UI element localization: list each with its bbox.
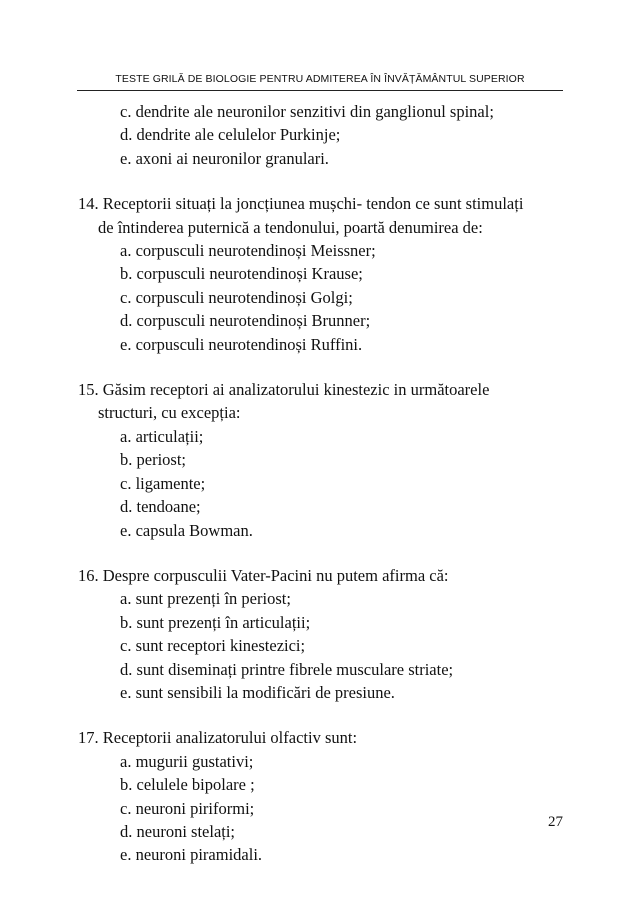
page-number: 27 (548, 814, 563, 830)
question-15 (0, 378, 638, 542)
option-line: a. sunt prezenți în periost; (120, 589, 291, 609)
option-line: e. axoni ai neuronilor granulari. (120, 148, 329, 168)
spacer (0, 704, 638, 726)
option-line: e. neuroni piramidali. (120, 845, 263, 865)
running-header: TESTE GRILĂ DE BIOLOGIE PENTRU ADMITEREA ÎN ÎNVĂȚĂMÂNTUL SUPERIOR (115, 73, 525, 85)
option-line: d. sunt diseminați printre fibrele musculare striate; (120, 659, 454, 679)
option-line: b. corpusculi neurotendinoși Krause; (120, 264, 363, 284)
question-stem: 14. Receptorii situați la joncțiunea mușchi- tendon ce sunt stimulați (78, 194, 524, 214)
option-line: c. corpusculi neurotendinoși Golgi; (120, 287, 353, 307)
question-stem: 17. Receptorii analizatorului olfactiv sunt: (78, 728, 358, 748)
option-line: c. ligamente; (120, 473, 206, 493)
spacer (0, 170, 638, 192)
option-line: a. corpusculi neurotendinoși Meissner; (120, 241, 376, 261)
option-line: e. sunt sensibili la modificări de presiune. (120, 682, 395, 702)
spacer (0, 542, 638, 564)
option-line: b. sunt prezenți în articulații; (120, 612, 311, 632)
option-line: d. neuroni stelați; (120, 821, 236, 841)
question-stem: 16. Despre corpusculii Vater-Pacini nu putem afirma că: (78, 565, 449, 585)
question-stem: 15. Găsim receptori ai analizatorului kinestezic in următoarele (78, 380, 490, 400)
option-line: d. dendrite ale celulelor Purkinje; (120, 125, 341, 145)
option-line: c. sunt receptori kinestezici; (120, 636, 306, 656)
option-line: b. celulele bipolare ; (120, 775, 255, 795)
question-stem-continued: de întinderea puternică a tendonului, poartă denumirea de: (98, 217, 483, 237)
question-17 (0, 726, 638, 866)
question-16 (0, 564, 638, 704)
continuation-options (0, 100, 638, 170)
spacer (0, 356, 638, 378)
header-rule (77, 90, 563, 91)
question-14 (0, 192, 638, 356)
option-line: d. tendoane; (120, 497, 201, 517)
question-stem-continued: structuri, cu excepția: (98, 403, 241, 423)
option-line: c. neuroni piriformi; (120, 798, 255, 818)
option-line: e. corpusculi neurotendinoși Ruffini. (120, 334, 363, 354)
option-line: a. articulații; (120, 426, 204, 446)
option-line: d. corpusculi neurotendinoși Brunner; (120, 311, 371, 331)
option-line: e. capsula Bowman. (120, 520, 253, 540)
page-content (0, 100, 638, 867)
option-line: b. periost; (120, 450, 186, 470)
option-line: a. mugurii gustativi; (120, 751, 254, 771)
option-line: c. dendrite ale neuronilor senzitivi din ganglionul spinal; (120, 102, 494, 121)
